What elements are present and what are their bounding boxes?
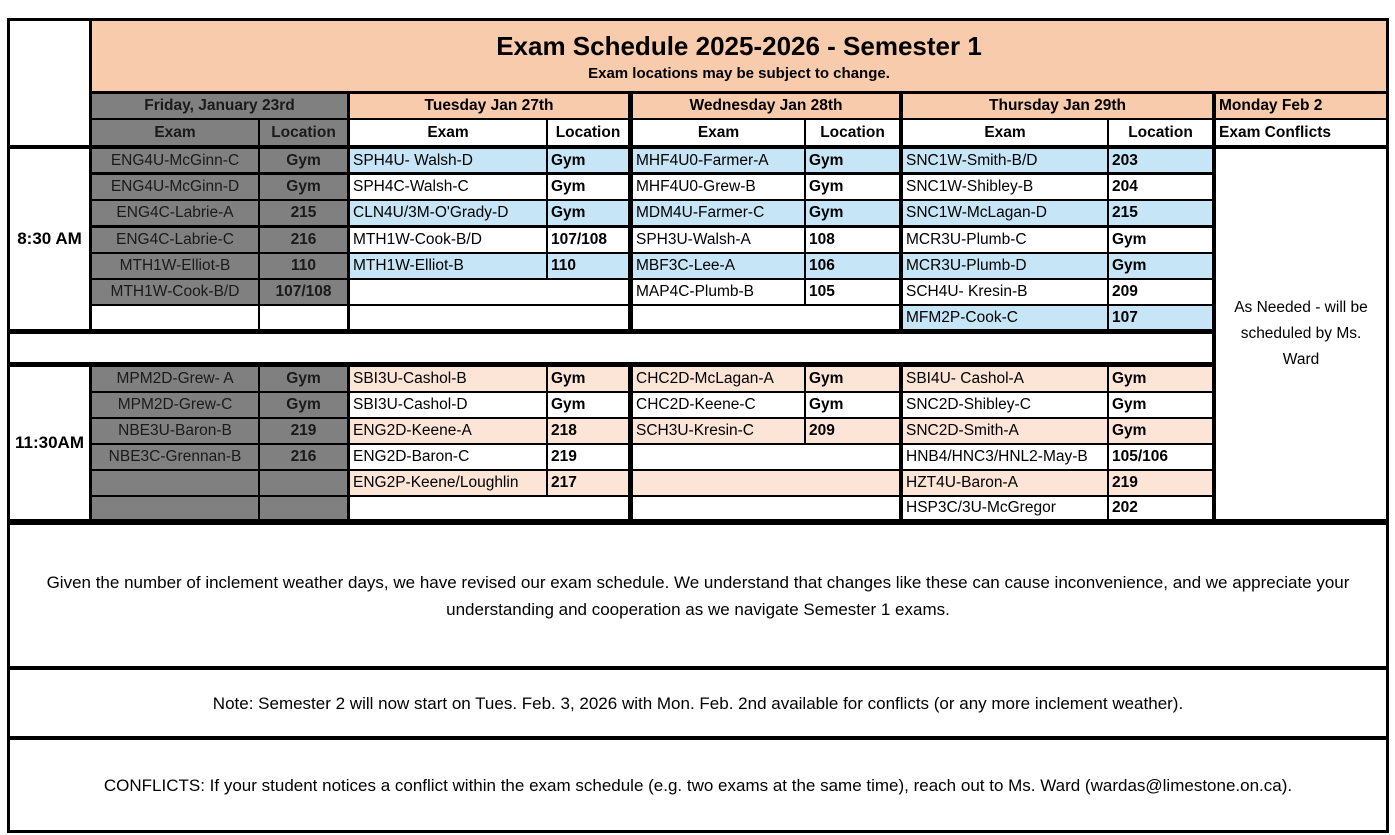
exam-cell xyxy=(92,497,258,519)
title-block xyxy=(92,21,1386,91)
location-cell: Gym xyxy=(548,393,628,417)
exam-cell: MTH1W-Cook-B/D xyxy=(350,228,546,252)
location-cell: Gym xyxy=(548,367,628,391)
exam-cell: CHC2D-McLagan-A xyxy=(633,367,804,391)
location-cell: Gym xyxy=(548,201,628,225)
col-header-location: Location xyxy=(806,120,899,145)
exam-cell: SBI3U-Cashol-D xyxy=(350,393,546,417)
exam-cell: NBE3C-Grennan-B xyxy=(92,445,258,469)
exam-cell: MBF3C-Lee-A xyxy=(633,254,804,278)
exam-cell: MTH1W-Elliot-B xyxy=(92,254,258,278)
location-cell: 215 xyxy=(260,201,347,225)
exam-cell: MFM2P-Cook-C xyxy=(903,306,1107,329)
col-header-exam: Exam xyxy=(903,120,1107,145)
location-cell: Gym xyxy=(260,149,347,172)
exam-cell: SPH3U-Walsh-A xyxy=(633,228,804,252)
exam-cell: SNC1W-Shibley-B xyxy=(903,175,1107,199)
exam-cell: ENG2D-Baron-C xyxy=(350,445,546,469)
exam-cell: HZT4U-Baron-A xyxy=(903,471,1107,495)
col-header-location: Location xyxy=(548,120,628,145)
exam-cell xyxy=(92,306,258,329)
page-subtitle: Exam locations may be subject to change. xyxy=(588,64,890,82)
location-cell: Gym xyxy=(806,393,899,417)
location-cell: 110 xyxy=(260,254,347,278)
empty-cell xyxy=(633,497,899,519)
empty-cell xyxy=(633,471,899,495)
location-cell: Gym xyxy=(806,175,899,199)
exam-cell: ENG4C-Labrie-C xyxy=(92,228,258,252)
location-cell: Gym xyxy=(260,393,347,417)
col-header-exam: Exam xyxy=(633,120,804,145)
location-cell: 219 xyxy=(548,445,628,469)
location-cell: 215 xyxy=(1109,201,1212,225)
location-cell: Gym xyxy=(1109,419,1212,443)
location-cell: Gym xyxy=(548,175,628,199)
corner-cell xyxy=(10,21,89,145)
location-cell xyxy=(260,471,347,495)
location-cell: Gym xyxy=(260,175,347,199)
empty-cell xyxy=(350,306,628,329)
empty-cell xyxy=(633,445,899,469)
location-cell: Gym xyxy=(1109,367,1212,391)
exam-cell: SBI4U- Cashol-A xyxy=(903,367,1107,391)
separator-row xyxy=(10,334,1212,362)
exam-cell: ENG4U-McGinn-C xyxy=(92,149,258,172)
location-cell: Gym xyxy=(548,149,628,172)
exam-cell: CHC2D-Keene-C xyxy=(633,393,804,417)
location-cell: 203 xyxy=(1109,149,1212,172)
day-header-wed: Wednesday Jan 28th xyxy=(633,94,899,118)
exam-cell: ENG4U-McGinn-D xyxy=(92,175,258,199)
location-cell: 107/108 xyxy=(260,280,347,304)
exam-cell: MPM2D-Grew-C xyxy=(92,393,258,417)
col-header-location: Location xyxy=(1109,120,1212,145)
col-header-exam: Exam xyxy=(350,120,546,145)
day-header-tue: Tuesday Jan 27th xyxy=(350,94,628,118)
monday-conflicts-note: As Needed - will be scheduled by Ms. Ward xyxy=(1216,149,1386,519)
exam-cell: MAP4C-Plumb-B xyxy=(633,280,804,304)
location-cell xyxy=(260,497,347,519)
col-header-location: Location xyxy=(260,120,347,145)
col-header-exam: Exam xyxy=(92,120,258,145)
location-cell: 204 xyxy=(1109,175,1212,199)
location-cell: 217 xyxy=(548,471,628,495)
location-cell: 209 xyxy=(806,419,899,443)
conflicts-note: CONFLICTS: If your student notices a conflict within the exam schedule (e.g. two exams at the same time), reach out to Ms. Ward (wardas@limestone.on.ca). xyxy=(10,740,1386,830)
revised-schedule-note: Given the number of inclement weather days, we have revised our exam schedule. We understand that changes like these can cause inconvenience, and we appreciate your understanding and cooperation as we navigate Semester 1 exams. xyxy=(10,525,1386,666)
time-label-morning: 8:30 AM xyxy=(10,149,89,329)
empty-cell xyxy=(350,280,628,304)
time-label-afternoon: 11:30AM xyxy=(10,367,89,519)
exam-cell: MTH1W-Cook-B/D xyxy=(92,280,258,304)
exam-cell: ENG2D-Keene-A xyxy=(350,419,546,443)
page-title: Exam Schedule 2025-2026 - Semester 1 xyxy=(496,30,982,61)
exam-cell: ENG2P-Keene/Loughlin xyxy=(350,471,546,495)
exam-cell: SPH4C-Walsh-C xyxy=(350,175,546,199)
location-cell: 216 xyxy=(260,445,347,469)
location-cell: 105/106 xyxy=(1109,445,1212,469)
exam-cell: MCR3U-Plumb-D xyxy=(903,254,1107,278)
exam-cell: SNC2D-Smith-A xyxy=(903,419,1107,443)
location-cell: 216 xyxy=(260,228,347,252)
location-cell xyxy=(260,306,347,329)
exam-cell: MDM4U-Farmer-C xyxy=(633,201,804,225)
location-cell: 105 xyxy=(806,280,899,304)
empty-cell xyxy=(350,497,628,519)
location-cell: 219 xyxy=(260,419,347,443)
semester2-note: Note: Semester 2 will now start on Tues. Feb. 3, 2026 with Mon. Feb. 2nd available for conflicts (or any more inclement weather). xyxy=(10,670,1386,736)
exam-cell: CLN4U/3M-O'Grady-D xyxy=(350,201,546,225)
location-cell: 218 xyxy=(548,419,628,443)
exam-cell: MHF4U0-Farmer-A xyxy=(633,149,804,172)
col-header-conflicts: Exam Conflicts xyxy=(1216,120,1386,145)
exam-cell: SCH4U- Kresin-B xyxy=(903,280,1107,304)
day-header-fri: Friday, January 23rd xyxy=(92,94,347,118)
exam-cell: MHF4U0-Grew-B xyxy=(633,175,804,199)
exam-cell: SNC2D-Shibley-C xyxy=(903,393,1107,417)
exam-cell: SNC1W-McLagan-D xyxy=(903,201,1107,225)
exam-cell: MPM2D-Grew- A xyxy=(92,367,258,391)
location-cell: 110 xyxy=(548,254,628,278)
day-header-mon: Monday Feb 2 xyxy=(1216,94,1386,118)
location-cell: 107/108 xyxy=(548,228,628,252)
exam-cell: SPH4U- Walsh-D xyxy=(350,149,546,172)
location-cell: Gym xyxy=(1109,228,1212,252)
location-cell: Gym xyxy=(1109,393,1212,417)
location-cell: 202 xyxy=(1109,497,1212,519)
exam-cell: SNC1W-Smith-B/D xyxy=(903,149,1107,172)
exam-cell: ENG4C-Labrie-A xyxy=(92,201,258,225)
empty-cell xyxy=(633,306,899,329)
exam-cell: HNB4/HNC3/HNL2-May-B xyxy=(903,445,1107,469)
exam-cell xyxy=(92,471,258,495)
location-cell: Gym xyxy=(260,367,347,391)
location-cell: 108 xyxy=(806,228,899,252)
exam-cell: MTH1W-Elliot-B xyxy=(350,254,546,278)
location-cell: 209 xyxy=(1109,280,1212,304)
location-cell: 107 xyxy=(1109,306,1212,329)
location-cell: Gym xyxy=(1109,254,1212,278)
day-header-thu: Thursday Jan 29th xyxy=(903,94,1212,118)
exam-cell: NBE3U-Baron-B xyxy=(92,419,258,443)
location-cell: Gym xyxy=(806,149,899,172)
location-cell: 106 xyxy=(806,254,899,278)
exam-cell: MCR3U-Plumb-C xyxy=(903,228,1107,252)
exam-cell: HSP3C/3U-McGregor xyxy=(903,497,1107,519)
exam-cell: SCH3U-Kresin-C xyxy=(633,419,804,443)
exam-cell: SBI3U-Cashol-B xyxy=(350,367,546,391)
location-cell: Gym xyxy=(806,367,899,391)
location-cell: Gym xyxy=(806,201,899,225)
exam-schedule-sheet xyxy=(7,18,1389,833)
location-cell: 219 xyxy=(1109,471,1212,495)
